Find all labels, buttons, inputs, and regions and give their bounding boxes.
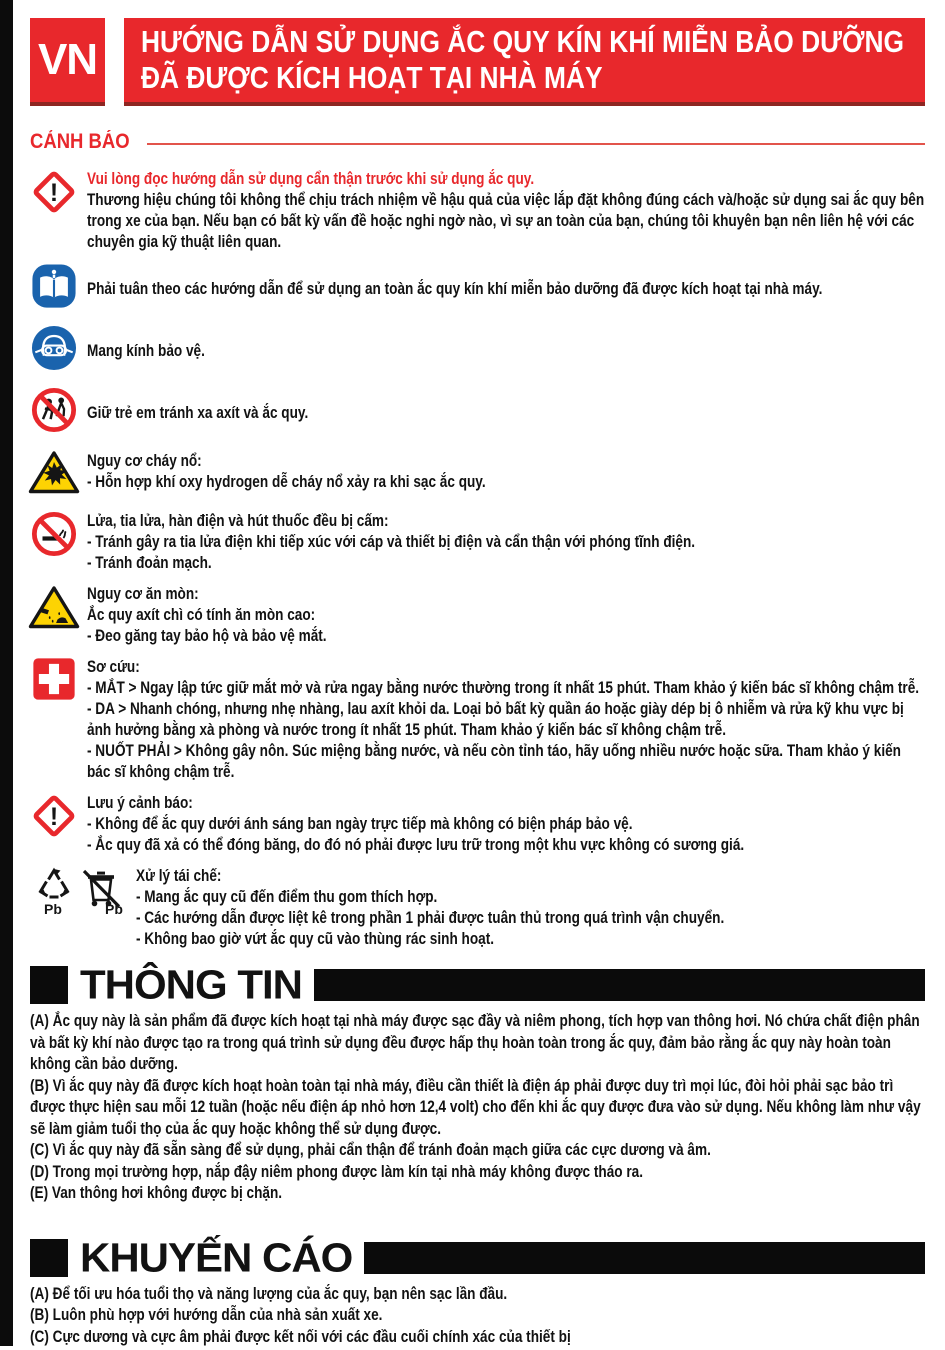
warning-item bbox=[30, 448, 925, 500]
warning-item-title: Lưu ý cảnh báo: bbox=[87, 793, 193, 812]
advice-heading: KHUYẾN CÁO bbox=[80, 1234, 353, 1280]
warning-item-title: Nguy cơ ăn mòn: bbox=[87, 584, 199, 603]
bin-pb-icon bbox=[78, 866, 124, 921]
advice-section-header bbox=[30, 1234, 925, 1280]
warning-item-line: Phải tuân theo các hướng dẫn để sử dụng an toàn ắc quy kín khí miễn bảo dưỡng đã được kích hoạt tại nhà máy. bbox=[87, 278, 823, 298]
warning-item-line: - Mang ắc quy cũ đến điểm thu gom thích hợp. bbox=[136, 887, 438, 906]
warning-item-line: - MẮT > Ngay lập tức giữ mắt mở và rửa ngay bằng nước thường trong ít nhất 15 phút. Tham khảo ý kiến bác sĩ không chậm trễ. bbox=[87, 678, 920, 697]
warning-item-text bbox=[87, 583, 925, 646]
warning-item-line: - Tránh đoản mạch. bbox=[87, 553, 212, 572]
warning-item-line: Mang kính bảo vệ. bbox=[87, 340, 205, 360]
warning-item-text bbox=[87, 792, 925, 855]
goggles-icon bbox=[31, 325, 77, 376]
warning-item bbox=[30, 865, 925, 949]
advice-lines bbox=[30, 1283, 925, 1348]
warning-item-line: - NUỐT PHẢI > Không gây nôn. Súc miệng bằng nước, và nếu còn tỉnh táo, hãy uống nhiều nước hoặc sữa. Tham khảo ý kiến bác sĩ không chậm trễ. bbox=[87, 741, 901, 781]
info-line: (E) Van thông hơi không được bị chặn. bbox=[30, 1183, 283, 1202]
section-header-bar bbox=[314, 969, 925, 1001]
info-line: (A) Ắc quy này là sản phẩm đã được kích hoạt tại nhà máy được sạc đầy và niêm phong, tích hợp van thông hơi. Nó chứa chất điện phân và bất kỳ khí nào được tạo ra trong quá trình sử dụng đều được hấp thụ hoàn toàn trong ắc quy, đảm bảo rằng ắc quy này hoàn toàn không cần bảo dưỡng. bbox=[30, 1011, 920, 1073]
info-heading: THÔNG TIN bbox=[80, 961, 302, 1008]
warning-heading-rule bbox=[147, 143, 925, 145]
book-icon bbox=[31, 263, 77, 314]
warning-heading: CẢNH BÁO bbox=[30, 130, 130, 153]
warning-item-pictograms bbox=[30, 386, 78, 438]
language-badge: VN bbox=[30, 18, 105, 106]
warning-item bbox=[30, 510, 925, 573]
warning-item-pictograms bbox=[30, 262, 78, 314]
warning-item-title: Nguy cơ cháy nổ: bbox=[87, 451, 202, 470]
warning-item bbox=[30, 792, 925, 855]
warning-item-line: - Đeo găng tay bảo hộ và bảo vệ mắt. bbox=[87, 626, 327, 645]
first-aid-icon bbox=[32, 657, 76, 706]
page-title-line2: ĐÃ ĐƯỢC KÍCH HOẠT TẠI NHÀ MÁY bbox=[141, 60, 603, 95]
advice-line: (B) Luôn phù hợp với hướng dẫn của nhà sản xuất xe. bbox=[30, 1305, 383, 1324]
info-line: (D) Trong mọi trường hợp, nắp đậy niêm phong được làm kín tại nhà máy không được tháo ra. bbox=[30, 1161, 644, 1181]
warning-item-pictograms bbox=[30, 324, 78, 376]
exclamation-diamond-icon bbox=[31, 793, 77, 844]
corrosion-triangle-icon bbox=[28, 584, 80, 635]
warning-items bbox=[30, 168, 925, 949]
warning-item-pictograms bbox=[30, 510, 78, 562]
warning-item bbox=[30, 656, 925, 782]
warning-item-line: - Các hướng dẫn được liệt kê trong phần 1 phải được tuân thủ trong quá trình vận chuyển. bbox=[136, 908, 725, 927]
page-edge-strip bbox=[0, 0, 13, 1346]
warning-item-text bbox=[87, 510, 925, 573]
warning-item-title: Sơ cứu: bbox=[87, 657, 140, 676]
warning-item bbox=[30, 324, 925, 376]
warning-item-pictograms bbox=[30, 448, 78, 500]
warning-item-title: Lửa, tia lửa, hàn điện và hút thuốc đều bị cấm: bbox=[87, 511, 389, 530]
warning-item-line: - Không để ắc quy dưới ánh sáng ban ngày trực tiếp mà không có biện pháp bảo vệ. bbox=[87, 814, 633, 833]
section-header-bar bbox=[364, 1242, 925, 1274]
warning-item-text bbox=[87, 168, 925, 252]
warning-item-text bbox=[87, 656, 925, 782]
warning-item bbox=[30, 583, 925, 646]
title-banner bbox=[124, 18, 925, 106]
svg-text:!: ! bbox=[49, 179, 59, 208]
warning-item-line: - Ắc quy đã xả có thể đóng băng, do đó nó phải được lưu trữ trong một khu vực không có sương giá. bbox=[87, 835, 745, 854]
info-section bbox=[30, 961, 925, 1204]
exclamation-diamond-icon bbox=[31, 169, 77, 220]
warning-item-line: - Không bao giờ vứt ắc quy cũ vào thùng rác sinh hoạt. bbox=[136, 929, 495, 948]
header bbox=[30, 18, 925, 106]
warning-item-text bbox=[87, 340, 925, 361]
svg-text:Pb: Pb bbox=[105, 901, 123, 916]
warning-item-pictograms bbox=[30, 656, 78, 706]
warning-item-pictograms bbox=[30, 792, 78, 844]
info-lines bbox=[30, 1010, 925, 1204]
recycle-pb-icon bbox=[33, 866, 75, 921]
warning-item-line: - DA > Nhanh chóng, nhưng nhẹ nhàng, lau axít khỏi da. Loại bỏ bất kỳ quần áo hoặc giày dép bị ô nhiễm và rửa kỹ khu vực bị ảnh hưởng bằng xà phòng và nước trong ít nhất 15 phút. Tham khảo ý kiến bác sĩ không chậm trễ. bbox=[87, 699, 904, 739]
warning-item-line: Giữ trẻ em tránh xa axít và ắc quy. bbox=[87, 402, 309, 422]
warning-item-title: Xử lý tái chế: bbox=[136, 866, 222, 885]
page-title-line1: HƯỚNG DẪN SỬ DỤNG ẮC QUY KÍN KHÍ MIỄN BẢO DƯỠNG bbox=[141, 24, 904, 59]
warning-item-pictograms bbox=[30, 583, 78, 635]
info-line: (C) Vì ắc quy này đã sẵn sàng để sử dụng, phải cẩn thận để tránh đoản mạch giữa các cực dương và âm. bbox=[30, 1140, 711, 1159]
leaflet-page bbox=[30, 0, 925, 1347]
svg-text:!: ! bbox=[49, 803, 59, 832]
svg-text:Pb: Pb bbox=[44, 901, 62, 916]
warning-item-line: Ắc quy axít chì có tính ăn mòn cao: bbox=[87, 605, 316, 624]
no-children-icon bbox=[31, 387, 77, 438]
explosion-triangle-icon bbox=[28, 449, 80, 500]
warning-item-line: - Hỗn hợp khí oxy hydrogen dễ cháy nổ xảy ra khi sạc ắc quy. bbox=[87, 472, 486, 491]
advice-line: (A) Để tối ưu hóa tuổi thọ và năng lượng của ắc quy, bạn nên sạc lần đầu. bbox=[30, 1283, 508, 1303]
warning-item bbox=[30, 168, 925, 252]
warning-item-text bbox=[87, 450, 925, 492]
section-square-mark bbox=[30, 1239, 68, 1277]
warning-item-pictograms bbox=[30, 865, 127, 921]
warning-item bbox=[30, 262, 925, 314]
advice-section bbox=[30, 1234, 925, 1348]
warning-item-text bbox=[136, 865, 925, 949]
warning-item-text bbox=[87, 402, 925, 423]
warning-item-text bbox=[87, 278, 925, 299]
warning-item bbox=[30, 386, 925, 438]
info-line: (B) Vì ắc quy này đã được kích hoạt hoàn toàn tại nhà máy, điều cần thiết là điện áp phải được duy trì mọi lúc, đòi hỏi phải sạc bảo trì được thực hiện sau mỗi 12 tuần (hoặc nếu điện áp nhỏ hơn 12,4 volt) cho đến khi ắc quy được đưa vào sử dụng. Nếu không làm như vậy sẽ làm giảm tuổi thọ của ắc quy hoặc không thể sử dụng được. bbox=[30, 1075, 921, 1138]
warning-section-header bbox=[30, 130, 925, 152]
advice-line: (C) Cực dương và cực âm phải được kết nối với các đầu cuối chính xác của thiết bị bbox=[30, 1326, 571, 1346]
warning-item-line: Thương hiệu chúng tôi không thể chịu trách nhiệm về hậu quả của việc lắp đặt không đúng cách và/hoặc sử dụng sai ắc quy bên trong xe của bạn. Nếu bạn có bất kỳ vấn đề hoặc nghi ngờ nào, vì sự an toàn của bạn, chúng tôi khuyên bạn nên liên hệ với các chuyên gia kỹ thuật liên quan. bbox=[87, 190, 925, 251]
warning-item-line: - Tránh gây ra tia lửa điện khi tiếp xúc với cáp và thiết bị điện và cẩn thận với phóng tĩnh điện. bbox=[87, 532, 696, 551]
warning-item-pictograms bbox=[30, 168, 78, 220]
section-square-mark bbox=[30, 966, 68, 1004]
info-section-header bbox=[30, 961, 925, 1008]
warning-item-title: Vui lòng đọc hướng dẫn sử dụng cẩn thận trước khi sử dụng ắc quy. bbox=[87, 169, 535, 188]
no-smoking-icon bbox=[31, 511, 77, 562]
